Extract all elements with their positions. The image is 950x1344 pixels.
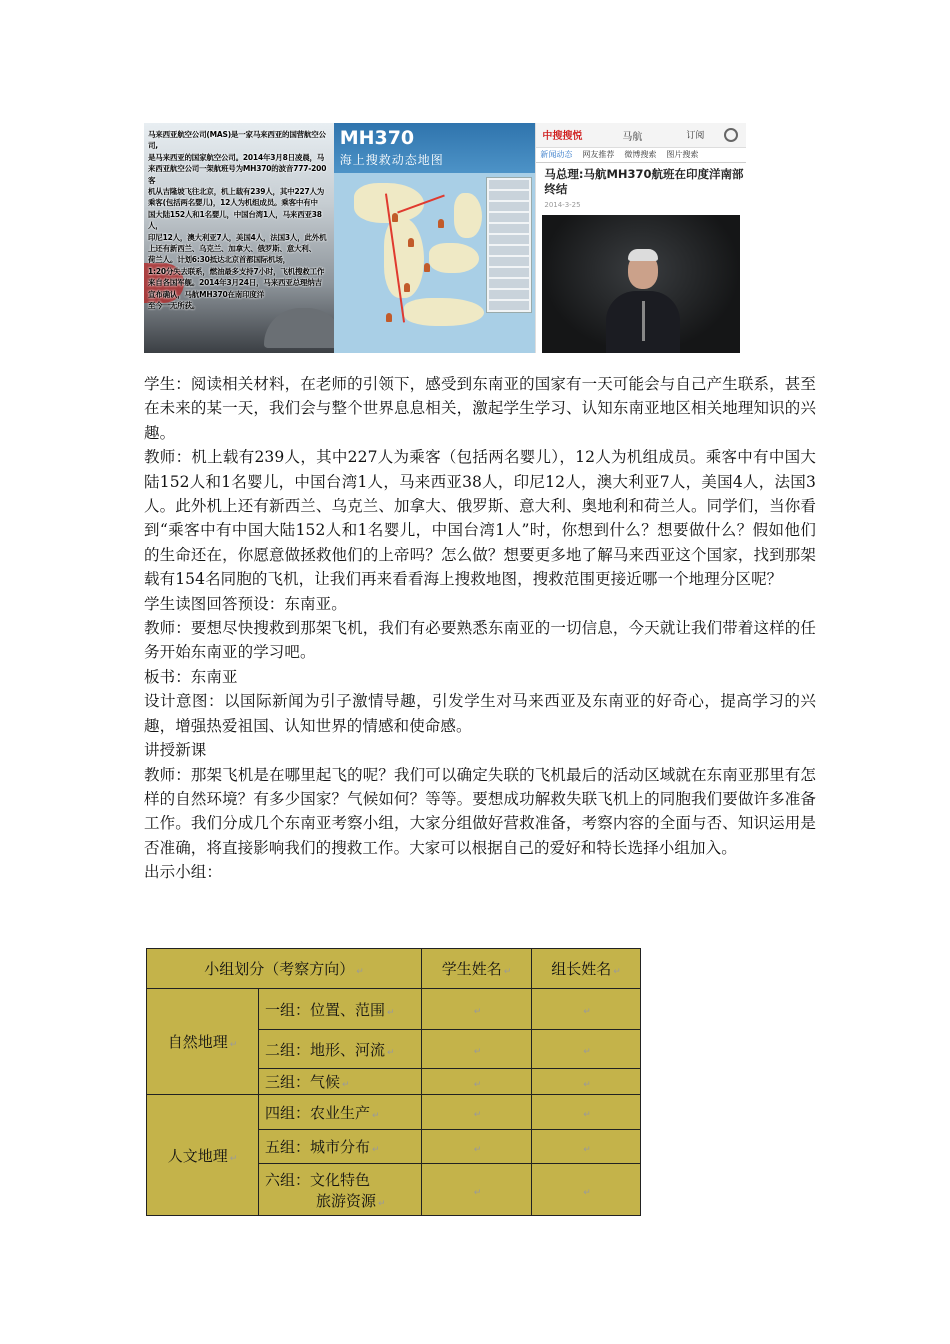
paragraph-teacher-task: 教师：要想尽快搜救到那架飞机，我们有必要熟悉东南亚的一切信息，今天就让我们带着这样的任务开始东南亚的学习吧。 — [144, 619, 816, 662]
site-tab: 网友推荐 — [582, 150, 615, 159]
news-image-strip — [144, 123, 746, 353]
news-line: 1:20分失去联系，燃油最多支持7小时，飞机搜救工作 — [148, 266, 325, 276]
map-pin-icon — [438, 219, 444, 228]
group-cell: 五组：城市分布 ↵ — [259, 1130, 422, 1164]
student-name-cell: ↵ — [422, 989, 532, 1030]
category-human-geography: 人文地理 ↵ — [147, 1095, 259, 1216]
table-row — [147, 989, 641, 1030]
news-line: 上还有新西兰、乌克兰、加拿大、俄罗斯、意大利、 — [148, 244, 316, 254]
subscribe-label: 订阅 — [686, 131, 705, 141]
map-pin-icon — [404, 283, 410, 292]
news-line: 乘客(包括两名婴儿)，12人为机组成员。乘客中有中 — [148, 198, 318, 208]
paragraph-teacher-passengers: 教师：机上载有239人，其中227人为乘客（包括两名婴儿），12人为机组成员。乘客中有中国大陆152人和1名婴儿，中国台湾1人，马来西亚38人，印尼12人，澳大利亚7人，美国4人，法国3人。此外机上还有新西兰、乌克兰、加拿大、俄罗斯、意大利、奥地利和荷兰人。同学们，当你看到“乘客中有中国大陆152人和1名婴儿，中国台湾1人”时，你想到什么？想要做什么？假如他们的生命还在，你愿意做拯救他们的上帝吗？怎么做？想要更多地了解马来西亚这个国家，找到那架载有154名同胞的飞机，让我们再来看看海上搜救地图，搜救范围更接近哪一个地理分区呢？ — [144, 448, 816, 589]
site-tab: 图片搜索 — [666, 150, 699, 159]
news-line: 来西亚航空公司一架航班号为MH370的波音777-200客 — [148, 164, 327, 185]
map-pin-icon — [392, 213, 398, 222]
map-header — [334, 123, 536, 173]
group-cell: 一组：位置、范围 ↵ — [259, 989, 422, 1030]
aircraft-engine-shape — [264, 308, 334, 348]
header-group-division: 小组划分（考察方向） ↵ — [147, 949, 422, 989]
group-cell: 二组：地形、河流 ↵ — [259, 1030, 422, 1069]
map-subtitle: 海上搜救动态地图 — [339, 153, 444, 167]
student-name-cell: ↵ — [422, 1164, 532, 1216]
group-cell — [259, 1164, 422, 1216]
paragraph-student-reading: 学生：阅读相关材料，在老师的引领下，感受到东南亚的国家有一天可能会与自己产生联系，甚至在未来的某一天，我们会与整个世界息息相关，激起学生学习、认知东南亚地区相关地理知识的兴趣。 — [144, 375, 816, 442]
news-text-image — [144, 123, 334, 353]
student-name-cell: ↵ — [422, 1069, 532, 1095]
search-keyword: 马航 — [622, 132, 643, 143]
news-line: 是马来西亚的国家航空公司。2014年3月8日凌晨，马 — [148, 152, 325, 162]
news-line: 宣布确认，马航MH370在南印度洋 — [148, 289, 264, 299]
news-date: 2014-3-25 — [544, 201, 581, 209]
leader-name-cell: ↵ — [532, 1069, 641, 1095]
group-six-line1: 六组：文化特色 — [265, 1170, 371, 1189]
section-heading-new-lesson: 讲授新课 — [144, 741, 207, 760]
news-line: 马来西亚航空公司(MAS)是一家马来西亚的国营航空公司, — [148, 130, 326, 151]
site-topbar — [536, 123, 746, 148]
map-pin-icon — [386, 313, 392, 322]
leader-name-cell: ↵ — [532, 1164, 641, 1216]
leader-name-cell: ↵ — [532, 1030, 641, 1069]
header-leader-name: 组长姓名 ↵ — [532, 949, 641, 989]
group-cell: 三组：气候 ↵ — [259, 1069, 422, 1095]
map-legend — [486, 177, 532, 313]
map-pin-icon — [408, 238, 414, 247]
map-landmass — [429, 243, 479, 273]
leader-name-cell: ↵ — [532, 1130, 641, 1164]
group-cell: 四组：农业生产 ↵ — [259, 1095, 422, 1130]
press-conference-photo — [542, 215, 740, 353]
header-student-name: 学生姓名 ↵ — [422, 949, 532, 989]
map-landmass — [454, 193, 482, 238]
group-six-line2: 旅游资源 ↵ — [316, 1191, 386, 1210]
search-map-image — [334, 123, 536, 353]
site-logo: 中搜搜悦 — [542, 131, 583, 142]
news-text-block — [148, 129, 330, 312]
student-name-cell: ↵ — [422, 1130, 532, 1164]
student-name-cell: ↵ — [422, 1095, 532, 1130]
table-header-row — [147, 949, 641, 989]
map-pin-icon — [424, 263, 430, 272]
news-line: 至今一无所获。 — [148, 301, 200, 311]
site-tab: 微博搜索 — [624, 150, 657, 159]
table-row — [147, 1095, 641, 1130]
news-line: 荷兰人。计划6:30抵达北京首都国际机场， — [148, 255, 290, 265]
search-icon — [724, 128, 738, 142]
lesson-content — [144, 372, 816, 885]
paragraph-blackboard: 板书：东南亚 — [144, 667, 238, 686]
news-headline: 马总理:马航MH370航班在印度洋南部终结 — [544, 167, 744, 196]
student-name-cell: ↵ — [422, 1030, 532, 1069]
paragraph-show-groups: 出示小组： — [144, 863, 223, 882]
leader-name-cell: ↵ — [532, 989, 641, 1030]
group-division-table — [146, 948, 641, 1216]
leader-name-cell: ↵ — [532, 1095, 641, 1130]
map-title: MH370 — [339, 127, 415, 149]
map-landmass — [404, 298, 484, 326]
news-line: 印尼12人，澳大利亚7人，美国4人，法国3人，此外机 — [148, 232, 327, 242]
category-natural-geography: 自然地理 ↵ — [147, 989, 259, 1095]
paragraph-teacher-groups: 教师：那架飞机是在哪里起飞的呢？我们可以确定失联的飞机最后的活动区域就在东南亚那里有怎样的自然环境？有多少国家？气候如何？等等。要想成功解救失联飞机上的同胞我们要做许多准备工作。我们分成几个东南亚考察小组，大家分组做好营救准备，考察内容的全面与否、知识运用是否准确，将直接影响我们的搜救工作。大家可以根据自己的爱好和特长选择小组加入。 — [144, 765, 816, 857]
paragraph-student-answer: 学生读图回答预设：东南亚。 — [144, 594, 347, 613]
news-line: 国大陆152人和1名婴儿，中国台湾1人，马来西亚38人， — [148, 209, 322, 231]
site-tabs — [536, 149, 746, 163]
news-website-image — [535, 123, 746, 353]
news-line: 机从吉隆坡飞往北京，机上载有239人，其中227人为 — [148, 187, 325, 197]
paragraph-design-intent: 设计意图：以国际新闻为引子激情导趣，引发学生对马来西亚及东南亚的好奇心，提高学习的兴趣，增强热爱祖国、认知世界的情感和使命感。 — [144, 692, 816, 735]
news-line: 来自各国军舰。2014年3月24日，马来西亚总理纳吉 — [148, 278, 322, 288]
site-tab: 新闻动态 — [540, 150, 573, 159]
